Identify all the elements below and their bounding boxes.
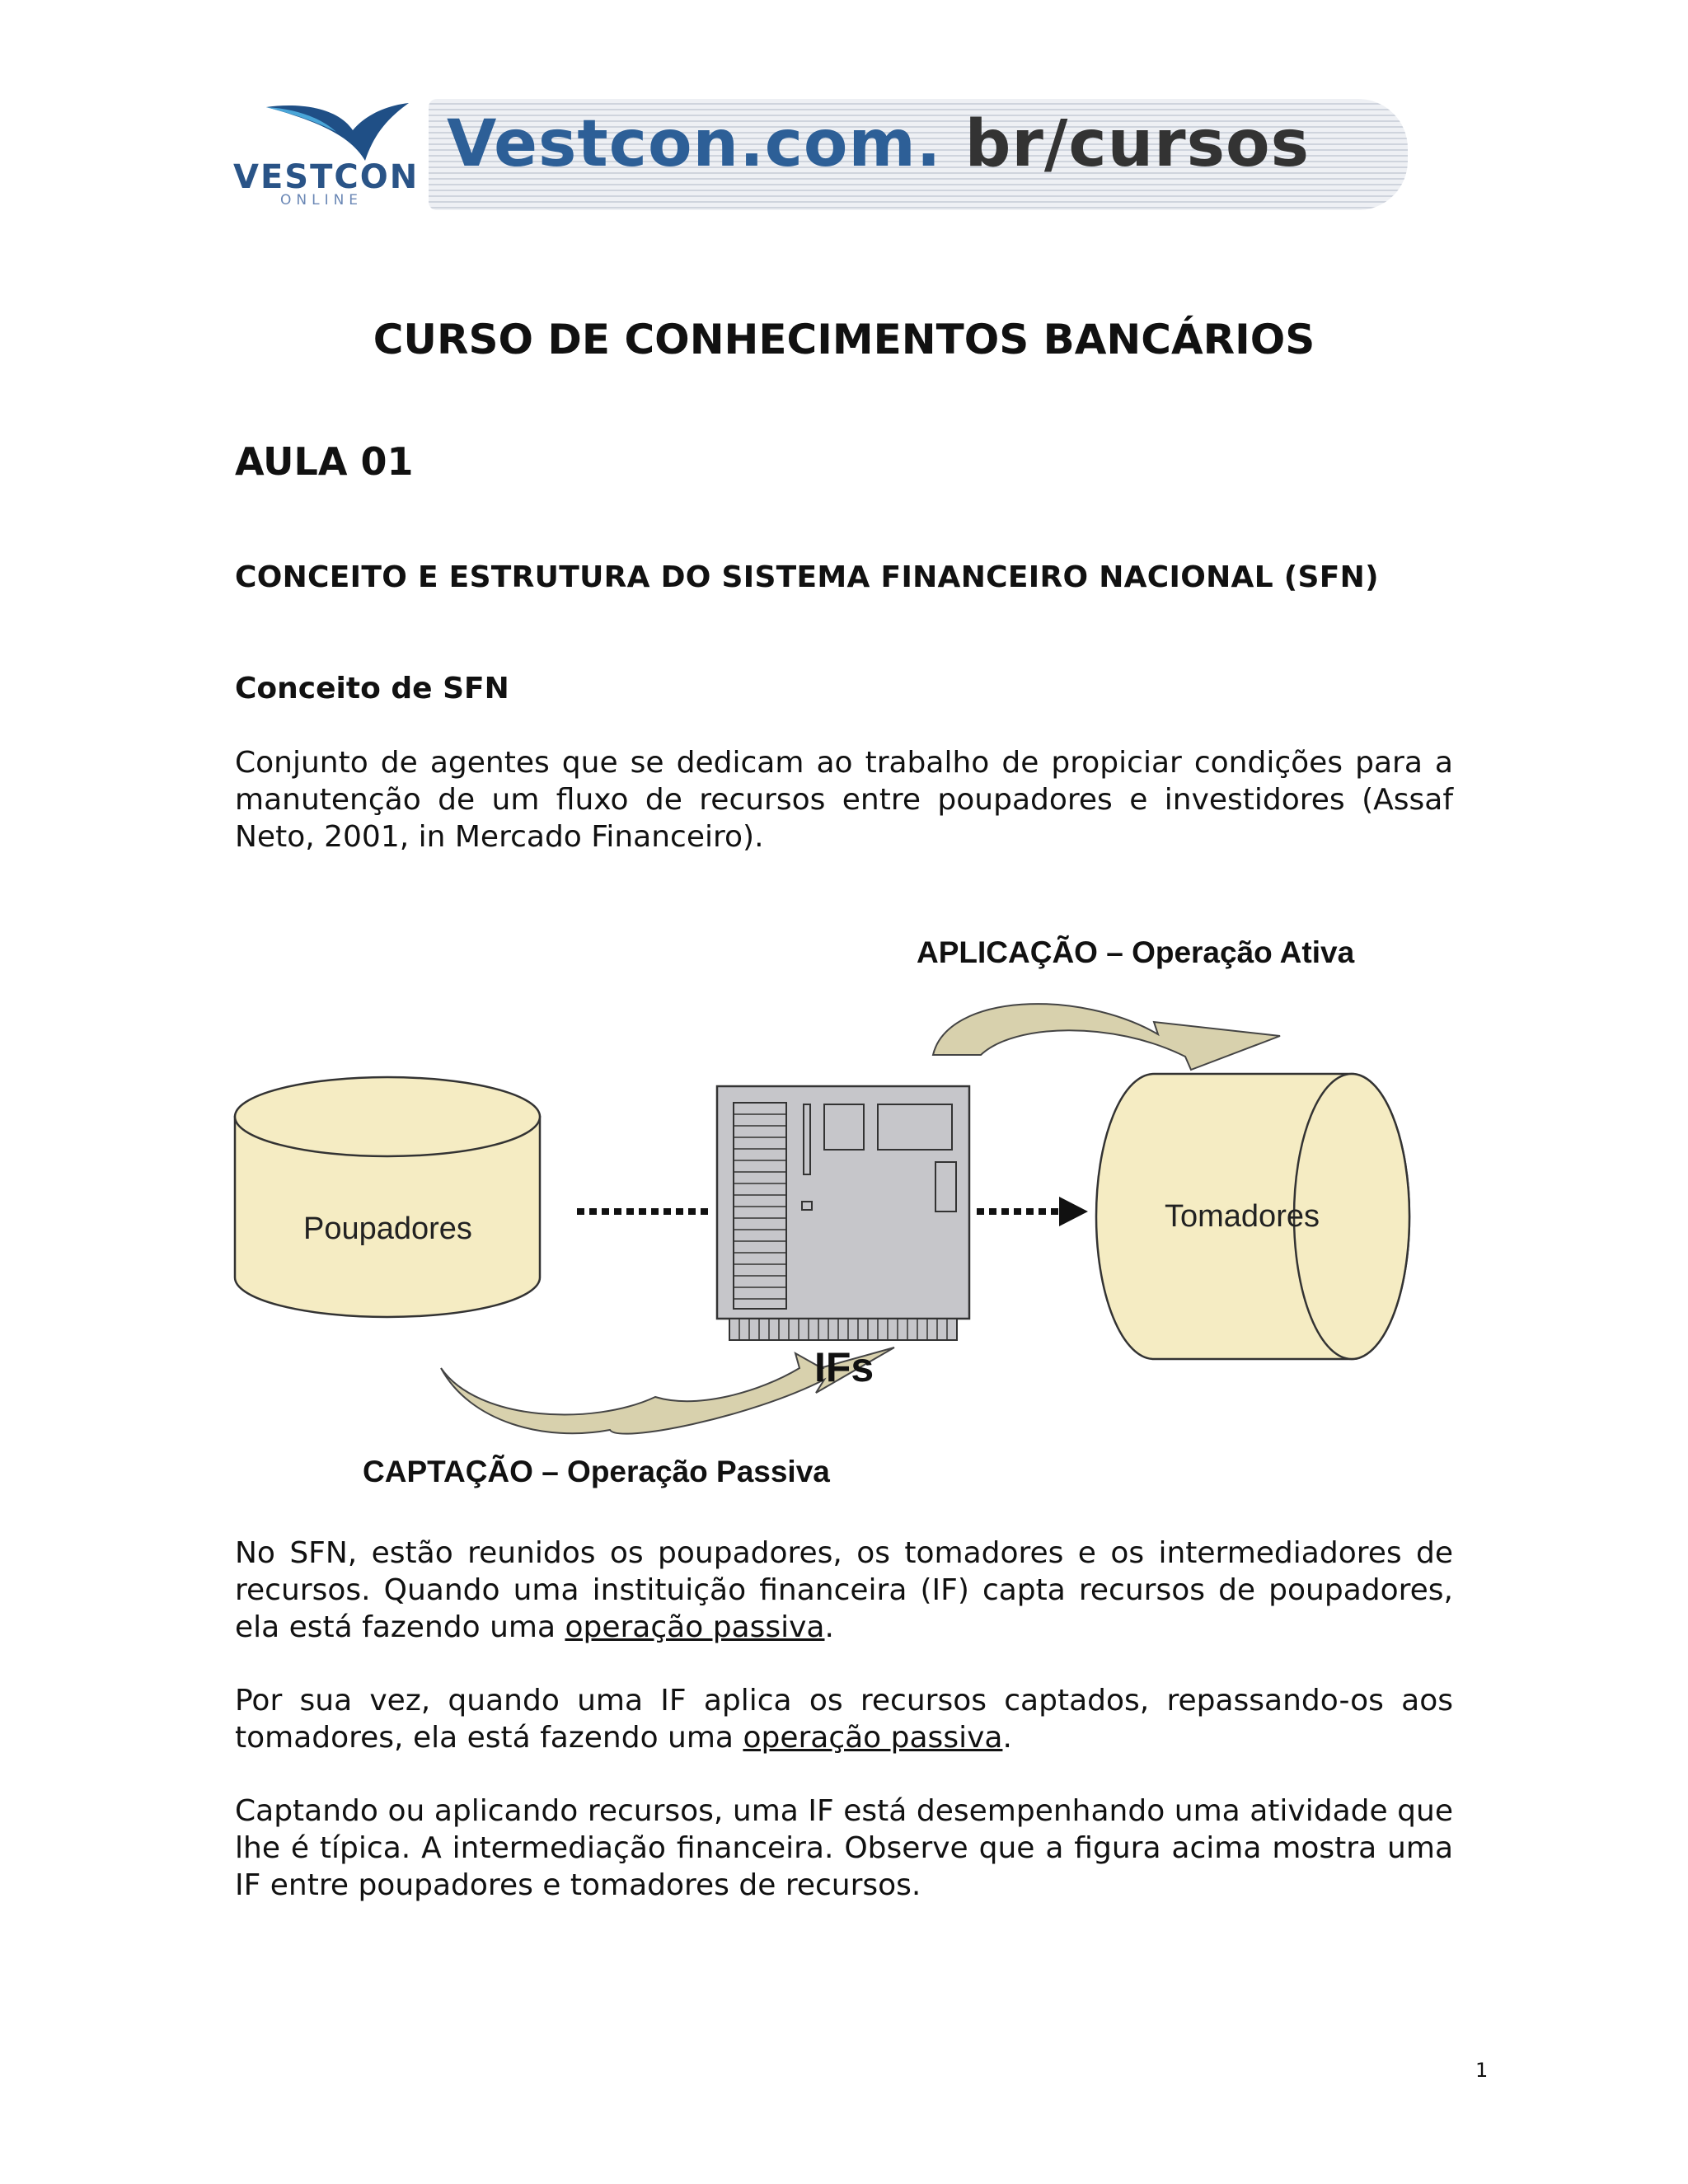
ifs-label: IFs	[814, 1344, 874, 1390]
aplicacao-label: APLICAÇÃO – Operação Ativa	[917, 935, 1355, 969]
captacao-label: CAPTAÇÃO – Operação Passiva	[363, 1455, 830, 1488]
vestcon-swoosh-logo	[262, 99, 410, 165]
paragraph-captacao-end: .	[824, 1610, 834, 1644]
paragraph-captacao-text: No SFN, estão reunidos os poupadores, os tomadores e os intermediadores de recursos. Quando uma instituição financeira (IF) capta recursos de poupadores, ela está fazendo uma	[235, 1536, 1453, 1644]
brand-url-main: Vestcon.com.	[447, 107, 942, 181]
paragraph-aplicacao-text: Por sua vez, quando uma IF aplica os recursos captados, repassando-os aos tomadores, ela está fazendo uma	[235, 1684, 1453, 1755]
brand-url-path: br/cursos	[941, 107, 1311, 181]
lesson-heading: AULA 01	[235, 439, 414, 484]
poupadores-label: Poupadores	[303, 1212, 472, 1246]
document-title: CURSO DE CONHECIMENTOS BANCÁRIOS	[373, 316, 1315, 363]
if-device-icon	[717, 1086, 969, 1340]
paragraph-aplicacao-emphasis: operação passiva	[743, 1721, 1003, 1755]
paragraph-intermediacao: Captando ou aplicando recursos, uma IF está desempenhando uma atividade que lhe é típica. A intermediação financeira. Observe que a figura acima mostra uma IF entre poupadores e tomadores de recursos.	[235, 1794, 1453, 1902]
paragraph-aplicacao-end: .	[1002, 1721, 1012, 1755]
tomadores-label: Tomadores	[1165, 1199, 1320, 1234]
brand-url	[447, 107, 1310, 181]
flow-arrowhead-right	[1059, 1197, 1088, 1226]
paragraph-captacao-emphasis: operação passiva	[565, 1610, 825, 1644]
paragraph-aplicacao	[235, 1682, 1453, 1756]
section-heading: CONCEITO E ESTRUTURA DO SISTEMA FINANCEIRO NACIONAL (SFN)	[235, 560, 1379, 594]
poupadores-cylinder	[235, 1077, 540, 1317]
paragraph-definition: Conjunto de agentes que se dedicam ao trabalho de propiciar condições para a manutenção de um fluxo de recursos entre poupadores e investidores (Assaf Neto, 2001, in Mercado Financeiro).	[235, 746, 1453, 854]
page-number: 1	[1475, 2059, 1489, 2082]
subsection-heading: Conceito de SFN	[235, 672, 509, 705]
aplicacao-curved-arrow	[933, 1004, 1280, 1070]
paragraph-captacao	[235, 1535, 1453, 1646]
vestcon-logo-text: VESTCON	[233, 158, 420, 196]
vestcon-logo-subtext: ONLINE	[280, 192, 363, 209]
